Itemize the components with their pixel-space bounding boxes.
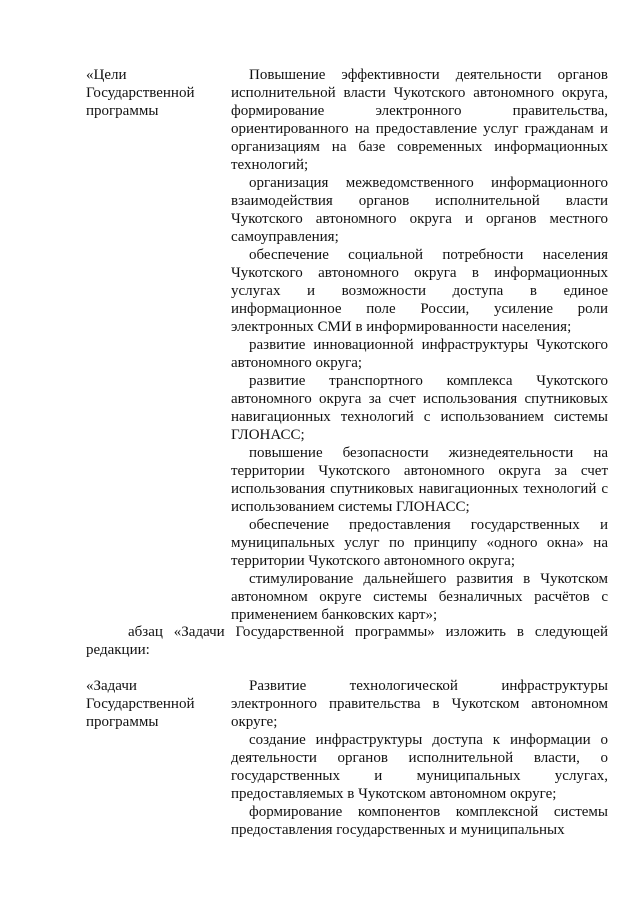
goals-label: «Цели Государственной программы <box>86 67 195 119</box>
goals-section <box>86 66 608 624</box>
tasks-label: «Задачи Государственной программы <box>86 678 195 730</box>
goals-paragraph: развитие транспортного комплекса Чукотского автономного округа за счет использования спутниковых навигационных технологий с использованием системы ГЛОНАСС; <box>231 373 608 443</box>
tasks-paragraph: Развитие технологической инфраструктуры электронного правительства в Чукотском автономном округе; <box>231 678 608 730</box>
goals-paragraph: обеспечение предоставления государственных и муниципальных услуг по принципу «одного окна» на территории Чукотского автономного округа; <box>231 517 608 569</box>
tasks-content <box>231 677 608 839</box>
tasks-paragraph: создание инфраструктуры доступа к информации о деятельности органов исполнительной власти, о государственных и муниципальных услугах, предоставляемых в Чукотском автономном округе; <box>231 732 608 802</box>
goals-content <box>231 66 608 624</box>
goals-paragraph: стимулирование дальнейшего развития в Чукотском автономном округе системы безналичных расчётов с применением банковских карт»; <box>231 571 608 623</box>
tasks-section <box>86 677 608 839</box>
goals-paragraph: развитие инновационной инфраструктуры Чукотского автономного округа; <box>231 337 608 371</box>
goals-paragraph: организация межведомственного информационного взаимодействия органов исполнительной власти Чукотского автономного округа и органов местного самоуправления; <box>231 175 608 245</box>
goals-paragraph: Повышение эффективности деятельности органов исполнительной власти Чукотского автономного округа, формирование электронного правительства, ориентированного на предоставление услуг гражданам и организациям на базе современных информационных технологий; <box>231 67 608 173</box>
amendment-instruction: абзац «Задачи Государственной программы» изложить в следующей редакции: <box>86 624 608 658</box>
goals-paragraph: повышение безопасности жизнедеятельности на территории Чукотского автономного округа за счет использования спутниковых навигационных технологий с использованием системы ГЛОНАСС; <box>231 445 608 515</box>
tasks-paragraph: формирование компонентов комплексной системы предоставления государственных и муниципальных <box>231 804 608 838</box>
goals-paragraph: обеспечение социальной потребности населения Чукотского автономного округа в информационных услугах и возможности доступа в единое информационное поле России, усиление роли электронных СМИ в информированности населения; <box>231 247 608 335</box>
